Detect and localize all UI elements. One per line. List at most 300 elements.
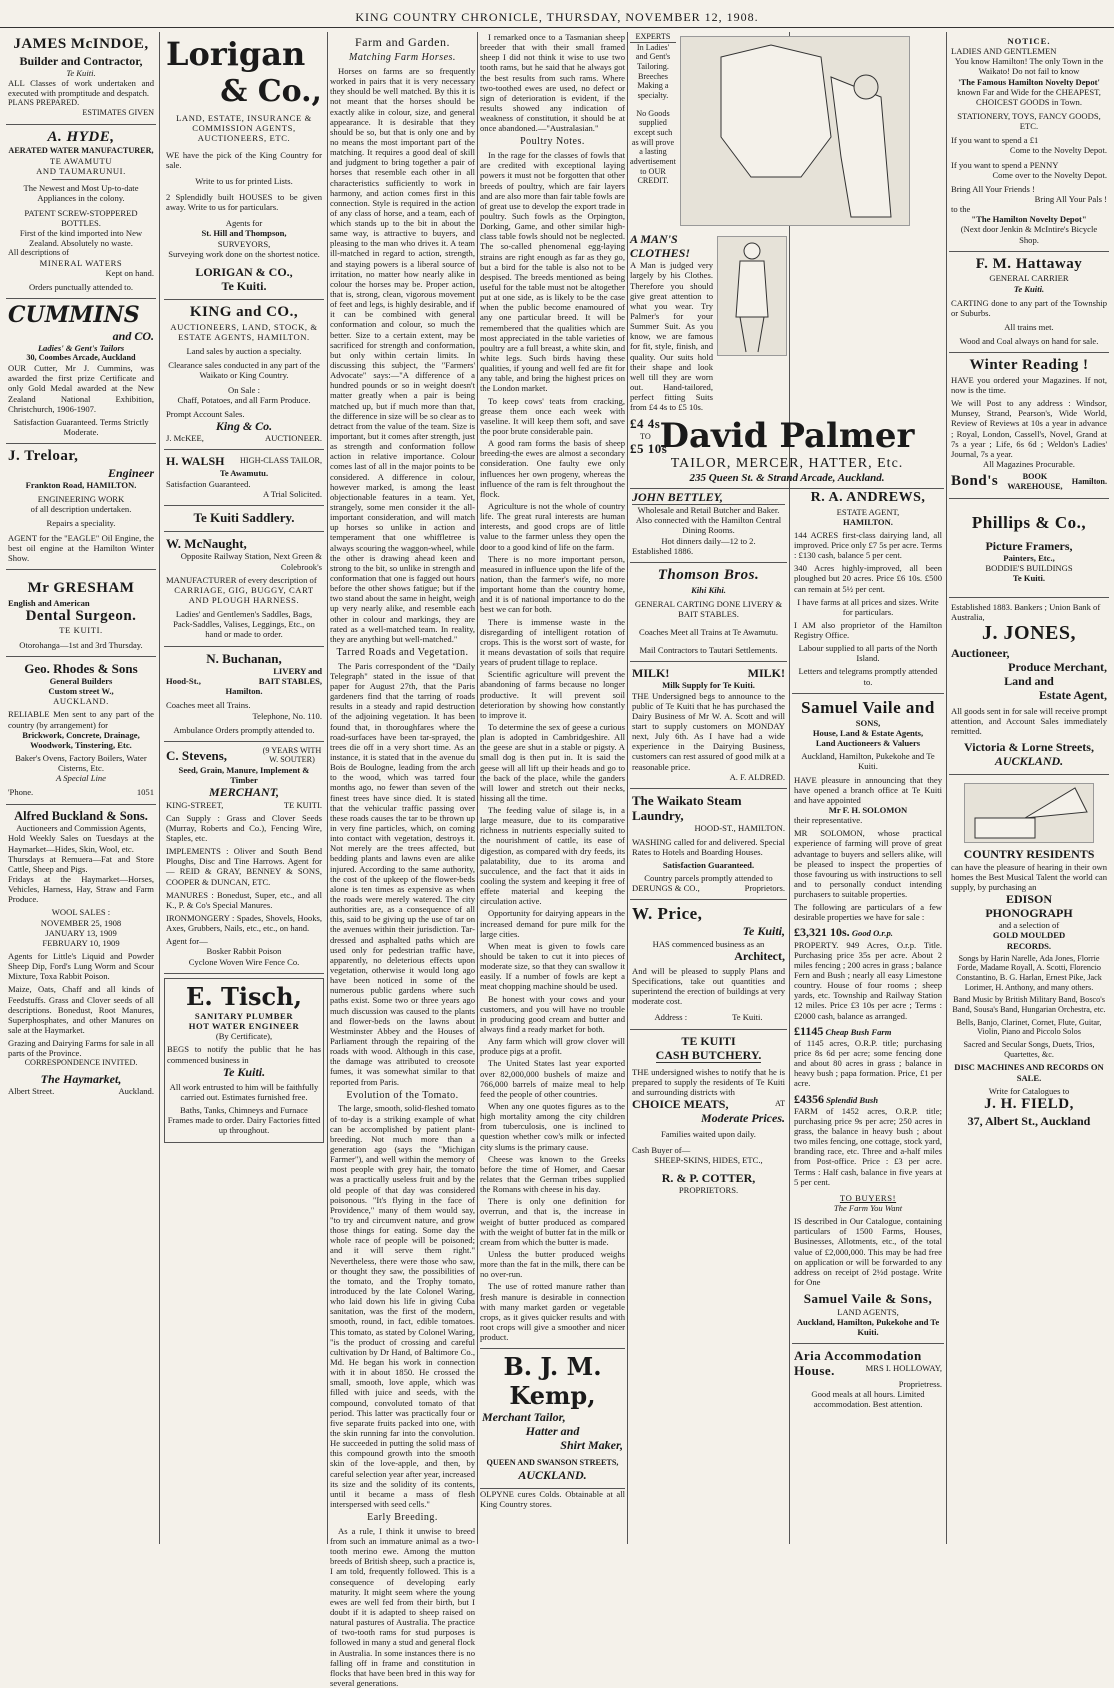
ad-trade: Picture Framers, bbox=[985, 538, 1073, 553]
article-body: When any one quotes figures as to the high mortality among the city children from tuberculosis, one is inclined to question whether cow's milk or infected city slums is the primary cause. bbox=[480, 1101, 625, 1152]
ad-address: Opposite Railway Station, Next Green & Colebrook's bbox=[180, 551, 322, 572]
ad-kemp bbox=[480, 1348, 625, 1489]
ad-price: £4356 bbox=[794, 1091, 824, 1106]
article-body: When meat is given to fowls care should be taken to cut it into pieces of moderate size, so that they can swallow it easily. If a number of fowls are kept a meat chopping machine should be used. bbox=[480, 940, 625, 992]
ad-title: CASH BUTCHERY. bbox=[655, 1047, 762, 1062]
ad-trade: Painters, Etc., bbox=[1003, 552, 1055, 563]
ad-signature: Samuel Vaile & Sons, bbox=[803, 1291, 933, 1307]
ad-body: Baths, Tanks, Chimneys and Furnace Frames made to order. Dairy Factories fitted up throughout. bbox=[167, 1105, 321, 1136]
ad-body: Orders punctually attended to. bbox=[28, 282, 134, 293]
ad-trade: Wholesale and Retail Butcher and Baker. bbox=[637, 505, 780, 516]
ad-trade: General Builders bbox=[49, 676, 113, 687]
ad-plans: PLANS PREPARED. bbox=[8, 98, 80, 108]
ad-novelty-depot bbox=[949, 32, 1109, 252]
ad-town: Te Kuiti. bbox=[1013, 283, 1045, 294]
ad-body: 2 Splendidly built HOUSES to be given away. Write to us for particulars. bbox=[166, 191, 322, 213]
ad-body: Land sales by auction a specialty. bbox=[186, 346, 302, 357]
ad-body: Good O.r.p. bbox=[851, 928, 893, 939]
ad-gresham bbox=[6, 570, 156, 657]
ad-body: WE have the pick of the King Country for sale. bbox=[166, 149, 322, 170]
column-rule bbox=[159, 32, 160, 1544]
ad-body: Band Music by British Military Band, Bosco's Band, Sousa's Band, Hungarian Orchestra, etc. bbox=[952, 995, 1106, 1015]
ad-body: Coaches meet all Trains. bbox=[166, 700, 251, 711]
ad-trade: Engineer bbox=[107, 465, 154, 480]
ad-town: Auckland. bbox=[118, 1086, 154, 1097]
ad-body: We will Post to any address : Windsor, Munsey, Strand, Pearson's, Wide World, Review of Reviews at 10s a year in advance ; Royal, London, Cassell's, Novel, Grand at 7s a year ; Life, 6s 6d ; Weldon's Ladies' Journal, 7s a year. bbox=[951, 398, 1107, 459]
ad-body: FARM of 1452 acres, O.R.P. title; purchasing price 9s per acre; 250 acres in grass, the balance in heavy bush ; about two miles fencing, one cottage, stock yard, branding race, etc. Three and a-half miles from Post-office. Price : £3 per acre. Terms : Half cash, balance in five years at 5 per cent. bbox=[794, 1105, 942, 1187]
column-4 bbox=[480, 32, 625, 1544]
ad-vaile bbox=[792, 694, 944, 1344]
ad-phone: 'Phone. bbox=[8, 787, 34, 798]
ad-address: Victoria & Lorne Streets, bbox=[964, 740, 1094, 755]
ad-body: DISC MACHINES AND RECORDS ON SALE. bbox=[954, 1062, 1104, 1083]
article-body: The Paris correspondent of the "Daily Telegraph" stated in the issue of that paper for August 27th, that the Paris gardeners find that the tarring of roads results in a steady and rapid destruction of the adjoining vegetation. It has been found that, in thoroughfares where the road-surfaces have been tar-sprayed, the trees die off in a very short time. As an instance, it is stated that in the avenue du Bois de Boulogne, leading from the arch to the wood, which was tarred four months ago, no fewer than seven of the finest trees have since died. It is stated that the vehicular traffic passing over these roads causes the tar to be thrown up in very fine particles, which, on coming into contact with vegetation, destroys it. Not merely are the trees affected, but bedding plants and lawns even are alike injured. According to the same authority, the cost of the upkeep of the flower-beds alone is ten times as expensive as when the roads were merely watered. The city authorities are, as a consequence of all this, said to be giving up the use of tar on the avenues within their jurisdiction. Tar-dressed and asphalted paths which are used only for pedestrian traffic have, apparently, no deleterious effects upon vegetation, otherwise it would long ago have been noticed in some of the numerous public gardens where such paths exist. Some two or three years ago much discussion was caused to the plants and flower-beds on the lawns about Westminster Abbey and the Houses of Parliament through the repairing of the roads with wood. Although in this case, the damage was attributed to creosote fumes, it was somewhat similar to that reported from Paris. bbox=[330, 660, 475, 1087]
ad-name: House. bbox=[794, 1363, 835, 1379]
ad-body: of 1145 acres, O.R.P. title; purchasing price 8s 6d per acre; some fencing done and about 80 acres in grass ; balance in heavy bush ; papa formation. Price, £1 per acre. bbox=[794, 1037, 942, 1089]
ad-title: A MAN'S CLOTHES! bbox=[630, 232, 691, 261]
ad-signature: Proprietors. bbox=[744, 883, 785, 894]
ad-body: I AM also proprietor of the Hamilton Registry Office. bbox=[794, 619, 942, 641]
ad-body: Cyclone Woven Wire Fence Co. bbox=[188, 956, 300, 967]
ad-name: W. McNaught, bbox=[166, 536, 247, 552]
ad-walsh bbox=[164, 450, 324, 506]
ad-name: Mr GRESHAM bbox=[27, 579, 135, 596]
ad-body: Agents for bbox=[225, 218, 263, 229]
article-body: There is immense waste in the disregarding of intelligent rotation of crops. This is the worst sort of waste, for it means devastation of soils that require years of prudent tillage to replace. bbox=[480, 616, 625, 668]
ad-hattaway bbox=[949, 252, 1109, 354]
ad-trade: LAND, ESTATE, INSURANCE & COMMISSION AGENTS, AUCTIONEERS, ETC. bbox=[176, 113, 312, 144]
ad-title: Winter Reading ! bbox=[969, 357, 1089, 374]
ad-butchery bbox=[630, 1030, 787, 1202]
ad-body: First of the kind imported into New Zealand. Absolutely no waste. bbox=[19, 227, 143, 248]
ad-buckland bbox=[6, 805, 156, 1103]
phonograph-icon bbox=[965, 784, 1093, 842]
ad-name: B. J. M. Kemp, bbox=[503, 1352, 602, 1410]
ad-body: Come over to the Novelty Depot. bbox=[992, 169, 1107, 180]
ad-body: If you want to spend a PENNY bbox=[951, 159, 1059, 170]
ad-body: J. McKEE, bbox=[166, 433, 204, 444]
ad-address: Hood-St., bbox=[166, 676, 201, 687]
ad-body: Country parcels promptly attended to bbox=[644, 873, 773, 884]
ad-body: Moderate Prices. bbox=[701, 1111, 785, 1126]
column-2 bbox=[164, 32, 324, 1544]
ad-body: MINERAL WATERS bbox=[39, 257, 123, 268]
ad-experts bbox=[630, 32, 676, 230]
ad-name: C. Stevens, bbox=[166, 747, 228, 763]
ad-address: Te Kuiti. bbox=[732, 1012, 763, 1023]
ad-body: Ladies' and Gentlemen's Saddles, Bags, Pack-Saddles, Valises, Leggings, Etc., on hand or made to order. bbox=[173, 609, 315, 640]
ad-phillips bbox=[949, 499, 1109, 599]
ad-estimates: ESTIMATES GIVEN bbox=[82, 107, 154, 117]
ad-winter-reading bbox=[949, 353, 1109, 498]
ad-name: Te Kuiti Saddlery. bbox=[193, 509, 295, 525]
ad-address: HOOD-ST., HAMILTON. bbox=[694, 823, 785, 834]
ad-trade: Land Auctioneers & Valuers bbox=[815, 738, 921, 749]
ad-body: Bring All Your Pals ! bbox=[1034, 193, 1107, 204]
ad-body: Surveying work done on the shortest notice. bbox=[168, 248, 320, 259]
article-body: Agriculture is not the whole of country life. The great rural interests are human interests, and good crops are of little value to the farmer unless they open the door to a good kind of life on the farm. bbox=[480, 500, 625, 552]
ad-body: to the bbox=[951, 204, 971, 215]
ad-body: Bosker Rabbit Poison bbox=[206, 946, 282, 957]
article-body: Any farm which will grow clover will produce pigs at a profit. bbox=[480, 1036, 625, 1057]
ad-name: LORIGAN & CO., bbox=[195, 264, 293, 279]
ad-body: Satisfaction Guaranteed. Terms Strictly Moderate. bbox=[13, 416, 149, 437]
ad-body: Established 1886. bbox=[632, 545, 694, 556]
ad-town: Te Kuiti. bbox=[66, 67, 96, 78]
ad-trade: Seed, Grain, Manure, Implement & Timber bbox=[178, 765, 310, 786]
ad-body: Bells, Banjo, Clarinet, Cornet, Flute, Guitar, Violin, Piano and Piccolo Solos bbox=[956, 1017, 1102, 1037]
ad-name: CUMMINS bbox=[8, 302, 140, 329]
ad-body: A Man is judged very largely by his Clothes. Therefore you should give great attention to what you wear. Try Palmer's for your Summer Suit. As you know, we are famous for fit, style, finish, and quality. Our suits hold their shape and look well till they are worn out. Hand-tailored, perfect fitting Suits from £4 4s to £5 10s. bbox=[630, 260, 713, 413]
ad-body: Clearance sales conducted in any part of the Waikato or King Country. bbox=[168, 360, 320, 381]
ad-name: Thomson Bros. bbox=[657, 566, 760, 583]
ad-thomson bbox=[630, 563, 787, 662]
ad-body: All work entrusted to him will be faithfully carried out. Estimates furnished free. bbox=[169, 1081, 319, 1102]
ad-address: 37, Albert St., Auckland bbox=[967, 1113, 1091, 1128]
ad-trade: HOT WATER ENGINEER bbox=[188, 1021, 300, 1032]
ad-body: LADIES AND GENTLEMEN bbox=[951, 46, 1057, 57]
ad-title: MILK! bbox=[632, 666, 670, 681]
ad-palmer bbox=[630, 412, 944, 489]
column-rule bbox=[627, 32, 628, 1544]
ad-name: The Waikato Steam Laundry, bbox=[632, 792, 742, 824]
ad-title: EXPERTS bbox=[630, 32, 676, 43]
ad-body: All trains met. bbox=[1004, 321, 1054, 332]
ad-body: (9 YEARS WITH W. SOUTER) bbox=[262, 745, 322, 765]
ad-trade: HIGH-CLASS TAILOR, bbox=[240, 456, 322, 466]
ad-body: Coaches Meet all Trains at Te Awamutu. bbox=[638, 626, 779, 637]
ad-body: MR SOLOMON, whose practical experience of farming will prove of great advantage to buyers and sellers alike, will be pleased to inspect the properties of those favouring us with instructions to sell and to personally conduct intending purchasers to suitable properties. bbox=[794, 828, 942, 900]
ad-address: Address : bbox=[654, 1012, 688, 1023]
ad-trade: GENERAL CARRIER bbox=[989, 273, 1069, 284]
ad-town: AUCKLAND. bbox=[518, 1468, 587, 1482]
ad-trade: Ladies' & Gent's Tailors bbox=[37, 343, 125, 354]
ad-trade: Produce Merchant, bbox=[1008, 660, 1107, 675]
ad-signature: A. F. ALDRED. bbox=[729, 771, 785, 782]
ad-address: QUEEN AND SWANSON STREETS, bbox=[486, 1458, 619, 1468]
ad-name: J. JONES, bbox=[982, 622, 1076, 645]
ad-title: TE KUITI bbox=[681, 1033, 736, 1048]
ad-body: The following are particulars of a few desirable properties we have for sale : bbox=[794, 902, 942, 923]
ad-trade: Builder and Contractor, bbox=[19, 53, 143, 68]
ad-trade: SANITARY PLUMBER bbox=[194, 1010, 294, 1021]
ad-treloar bbox=[6, 444, 156, 570]
article-title: Poultry Notes. bbox=[520, 136, 585, 148]
ad-town: Te Kuiti. bbox=[1012, 572, 1046, 583]
ad-body: THE undersigned wishes to notify that he is prepared to supply the residents of Te Kuiti and surrounding districts with bbox=[632, 1066, 785, 1098]
article-body: As a rule, I think it unwise to breed from such an immature animal as a two-tooth merino ewe. Among the mutton breeds of British sheep, such a practice is, I am told, frequently followed. This is a consequence of developing early maturity. It might seem where the young ewes are well fed from their birth, but I doubt if it is adapted to sheep raised on natural pastures of Australia. The practice of two-tooth rams for stud purposes is followed in many a stud and general flock in Australia. In some instances there is no falling off in frame and constitution in flocks that have been bred in this way for several generations. bbox=[330, 1525, 475, 1688]
article-body: Be honest with your cows and your customers, and you will have no trouble in producing good cream and butter and always find a ready market for both. bbox=[480, 993, 625, 1035]
article-body: In the rage for the classes of fowls that are credited with exceptional laying powers it must not be forgotten that other breeds of poultry, which are fair layers and are also more than fair table fowls are of great use to develop the export trade in poultry. Such fowls as the Orpington, Dorking, Game, and other similar high-class table fowls should not be neglected. The so-called phenomenal egg-laying strains are right enough as far as they go, but a bird for the table is also not to be despised. The breeds mentioned as being useful for the table must not be altogether put at one side, as is likely to be the case when the public become enamoured of any one particular breed. It will be remembered that the qualities which are most appreciated in the table varieties of poultry are a full breast, a white skin, and white legs. Such birds having these qualities, if young and well fed are fit for any table, and bring the highest prices on the London market. bbox=[480, 150, 625, 394]
ad-body: Hot dinners daily—12 to 2. bbox=[661, 535, 756, 546]
ad-name: Samuel Vaile and bbox=[801, 697, 935, 717]
article-body: To determine the sex of geese a curious plan is adopted in Cambridgeshire. All the geese are shut in a stable or pigsty. A small dog is then put in. It is said the geese will all lift up their heads and go to the back of the place, while the ganders will lower and stretch out their necks, hissing all the time. bbox=[480, 721, 625, 803]
ad-body: Agent for— bbox=[166, 936, 208, 947]
ad-signature: PROPRIETORS. bbox=[678, 1185, 739, 1196]
ad-name: A. HYDE, bbox=[47, 128, 115, 145]
ad-body: JANUARY 13, 1909 bbox=[45, 927, 117, 938]
ad-body: Maize, Oats, Chaff and all kinds of Feedstuffs. Grass and Clover seeds of all descriptions. Bonedust, Root Manures, Superphosphates, and other Manures on sale at the Haymarket. bbox=[8, 984, 154, 1036]
ad-town: Hamilton. bbox=[1071, 476, 1107, 486]
ad-body: WASHING called for and delivered. Special Rates to Hotels and Boarding Houses. bbox=[632, 836, 785, 857]
ad-address: Frankton Road, HAMILTON. bbox=[25, 479, 137, 490]
ad-phone: Telephone, No. 110. bbox=[252, 710, 322, 721]
ad-signature: Auckland, Hamilton, Pukekohe and Te Kuiti. bbox=[796, 1316, 940, 1337]
article-body: The large, smooth, solid-fleshed tomato of to-day is a striking example of what can be accomplished by patient plant-breeding. Not much more than a generation ago (says the "Michigan Farmer"), and well within the memory of most people with grey hair, the tomato was a practically useless fruit and by the old people of that day was considered poisonous. "It's flying in the face of Providence," many of them would say, "to try and circumvent nature, and grow those things for eating. Some day the whole race of people will be poisoned; and it will serve them right." Nevertheless, there were those who saw, or thought they saw, the possibilities of the tomato, and the Trophy tomato, introduced by the late Colonel Waring, who laid down his life in giving Cuba sanitation, was the first of the modern, smooth, round, in fact, edible tomatoes. This tomato, as stated by Colonel Waring, "is the product of crossing and careful cultivation by Dr Hand, of Baltimore Co., Md. He began his work in connection with it in about 1850. He crossed the small, smooth, love apple, which was filled with juice and seeds, with the compound, convoluted tomato of that period. This latter was practically four or five separate fruits packed into one, with the skin running far into the convolution. He succeeded in putting the solid mass of this compound growth into the smooth skin of the love-apple, and then, by careful selection year after year, increased its size and the solidity of its contents, until it became a mass of flesh interspersed with seed cells." bbox=[330, 1103, 475, 1509]
ad-name: & Co., bbox=[220, 73, 322, 109]
ad-name: David Palmer bbox=[659, 416, 915, 456]
ad-address: 235 Queen St. & Strand Arcade, Auckland. bbox=[689, 472, 885, 484]
ad-trade: Merchant Tailor, bbox=[482, 1409, 566, 1424]
ad-body: HAS commenced business as an bbox=[652, 938, 765, 949]
ad-body: HAVE you ordered your Magazines. If not, now is the time. bbox=[951, 374, 1107, 396]
ad-address: BODDIE'S BUILDINGS bbox=[985, 562, 1073, 573]
ad-body: BEGS to notify the public that he has commenced business in bbox=[167, 1044, 321, 1065]
ad-body: Satisfaction Guaranteed. bbox=[166, 478, 251, 489]
ad-body: If you want to spend a £1 bbox=[951, 135, 1039, 146]
ad-name: Bond's bbox=[951, 472, 999, 489]
ad-town: HAMILTON. bbox=[843, 516, 893, 527]
ad-body: 'The Famous Hamilton Novelty Depot' bbox=[958, 76, 1100, 87]
ad-body: HAVE pleasure in announcing that they have opened a branch office at Te Kuiti and have appointed bbox=[794, 774, 942, 805]
ad-name: E. Tisch, bbox=[186, 981, 302, 1011]
ad-body: Families waited upon daily. bbox=[661, 1128, 756, 1139]
ad-mcindoe bbox=[6, 32, 156, 125]
ad-mcnaught bbox=[164, 532, 324, 646]
ad-body: Write to us for printed Lists. bbox=[195, 175, 293, 186]
ad-body: IMPLEMENTS : Oliver and South Bend Ploughs, Disc and Tine Harrows. Agent for— REID & GRAY, BENNEY & SONS, COOPER & DUNCAN, ETC. bbox=[166, 846, 322, 887]
ad-bettley bbox=[630, 486, 787, 563]
ad-body: Ambulance Orders promptly attended to. bbox=[173, 724, 315, 735]
ad-tisch bbox=[164, 978, 324, 1143]
ad-price: £5 10s bbox=[630, 441, 668, 457]
ad-name: H. WALSH bbox=[166, 454, 225, 469]
ad-town: TE KUITI. bbox=[283, 799, 322, 810]
ad-price: £3,321 10s. bbox=[794, 925, 850, 940]
ad-name: King & Co. bbox=[215, 418, 273, 433]
ad-trade: ESTATE AGENT, bbox=[836, 506, 900, 517]
ad-body: Splendid Bush bbox=[826, 1094, 878, 1105]
ad-body: The Newest and Most Up-to-date Appliances in the colony. bbox=[23, 183, 139, 204]
ad-body: On Sale : bbox=[228, 384, 260, 395]
ad-body: STATIONERY, TOYS, FANCY GOODS, ETC. bbox=[957, 110, 1101, 132]
ad-body: Agents for Little's Liquid and Powder Sheep Dip, Ford's Lung Worm and Scour Mixture, Toxa Rabbit Poison. bbox=[8, 951, 154, 982]
illustration bbox=[717, 236, 787, 356]
ad-body: St. Hill and Thompson, bbox=[201, 228, 287, 239]
ad-body: Come to the Novelty Depot. bbox=[1009, 145, 1107, 156]
ad-body: Baker's Ovens, Factory Boilers, Water Cisterns, Etc. bbox=[15, 753, 147, 774]
ad-name: Aria Accommodation bbox=[794, 1347, 922, 1363]
ad-trade: Dental Surgeon. bbox=[25, 607, 137, 624]
ad-body: Brickwork, Concrete, Drainage, Woodwork, Tinstering, Etc. bbox=[22, 729, 140, 750]
ad-body: PROPERTY. 949 Acres, O.r.p. Title. Purchasing price 35s per acre. About 2 miles fencing ; 200 acres in grass ; balance Fern and Bush ; nearly all easy Limestone country. House of four rooms ; sheep yards, etc. Township and Railway Station 12 miles. Price £3 10s per acre ; Terms : £2000 cash, balance as arranged. bbox=[794, 939, 942, 1021]
ad-body: NOVEMBER 25, 1908 bbox=[40, 917, 122, 928]
ad-body: AUCTIONEER. bbox=[264, 433, 322, 444]
ad-body: TO bbox=[640, 431, 651, 441]
article-body: There is only one definition for overrun, and that is, the increase in weight of butter produced as compared with the weight of butter fat in the milk or cream from which the butter is made. bbox=[480, 1196, 625, 1247]
ad-name: J. Treloar, bbox=[8, 448, 79, 465]
ad-price bbox=[630, 900, 787, 1029]
ad-trade: Milk Supply for Te Kuiti. bbox=[662, 680, 755, 691]
ad-body: All Magazines Procurable. bbox=[983, 459, 1075, 470]
ad-price: £1145 bbox=[794, 1023, 824, 1038]
column-7 bbox=[949, 32, 1109, 1544]
ad-body: Labour supplied to all parts of the North Island. bbox=[798, 643, 938, 664]
article-body: Cheese was known to the Greeks before the time of Homer, and Caesar relates that the German tribes supplied the Romans with cheese in his day. bbox=[480, 1153, 625, 1195]
ad-hyde bbox=[6, 125, 156, 300]
ad-body: WOOL SALES : bbox=[51, 907, 111, 918]
ad-body: A Trial Solicited. bbox=[263, 488, 322, 499]
ad-andrews bbox=[792, 486, 944, 694]
ad-body: Otorohanga—1st and 3rd Thursday. bbox=[19, 639, 143, 650]
ad-saddlery bbox=[164, 506, 324, 532]
article-body: The United States last year exported over 82,000,000 bushels of maize and 766,000 barrels of maize meal to help feed the people of other countries. bbox=[480, 1058, 625, 1099]
ad-body: Repairs a speciality. bbox=[46, 518, 116, 529]
ad-body: Good meals at all hours. Limited accommodation. Best attention. bbox=[811, 1388, 925, 1409]
ad-aria bbox=[792, 1344, 944, 1415]
ad-body: SURVEYORS, bbox=[217, 238, 271, 249]
ad-buchanan bbox=[164, 647, 324, 742]
ad-trade: MERCHANT, bbox=[209, 785, 279, 800]
ad-trade: LIVERY and bbox=[273, 665, 322, 676]
ad-trade: AERATED WATER MANUFACTURER, bbox=[8, 146, 154, 156]
article-body: Scientific agriculture will prevent the abandoning of farms because no longer productive. It will prevent soil deterioration by showing how constantly to improve it. bbox=[480, 669, 625, 720]
ad-town: Te Awamutu. bbox=[219, 468, 269, 479]
ad-name: Alfred Buckland & Sons. bbox=[14, 808, 148, 823]
ad-body: Can Supply : Grass and Clover Seeds (Murray, Roberts and Co.), Fencing Wire, Staples, etc. bbox=[166, 812, 322, 843]
ad-body: can have the pleasure of hearing in their own homes the Best Musical Talent the world can supply, by purchasing an bbox=[951, 861, 1107, 892]
masthead bbox=[0, 0, 1114, 28]
article-body: A good ram forms the basis of sheep breeding-the ewes are almost a secondary consideration. One faulty ewe only influences her own progeny, whereas the influence of the ram is felt throughout the flock. bbox=[480, 438, 625, 499]
ad-trade: House, Land & Estate Agents, bbox=[812, 727, 924, 738]
section-title: Farm and Garden. bbox=[355, 35, 450, 49]
ad-body: Mr F. H. SOLOMON bbox=[828, 804, 908, 815]
ad-name: W. Price, bbox=[632, 904, 703, 924]
ad-body: known Far and Wide for the CHEAPEST, CHOICEST GOODS in Town. bbox=[957, 86, 1101, 107]
ad-body: All descriptions of bbox=[8, 248, 69, 258]
ad-trade: Architect, bbox=[734, 948, 785, 963]
article-title: Tarred Roads and Vegetation. bbox=[336, 646, 469, 658]
ad-body: Hold Weekly Sales on Tuesdays at the Haymarket—Hides, Skin, Wool, etc. bbox=[8, 833, 154, 854]
ad-body: CORRESPONDENCE INVITED. bbox=[24, 1058, 138, 1068]
ad-trade: BAIT STABLES, bbox=[258, 676, 322, 687]
ad-body: RECORDS. bbox=[1006, 940, 1052, 951]
ad-body: Fridays at the Haymarket—Horses, Vehicles, Harness, Hay, Straw and Farm Produce. bbox=[8, 874, 154, 905]
ad-olpyne: OLPYNE cures Colds. Obtainable at all King Country stores. bbox=[480, 1489, 625, 1510]
ad-body: "The Hamilton Novelty Depot" bbox=[971, 214, 1087, 225]
ad-signature: DERUNGS & CO., bbox=[632, 883, 700, 894]
ad-body: Sacred and Secular Songs, Duets, Trios, Quartettes, &c. bbox=[963, 1040, 1095, 1059]
ad-address: Albert Street. bbox=[8, 1086, 55, 1097]
ad-body: Bring All Your Friends ! bbox=[951, 183, 1035, 194]
ad-title: COUNTRY RESIDENTS bbox=[963, 847, 1095, 862]
ad-body: MRS I. HOLLOWAY, bbox=[865, 1363, 942, 1374]
ad-name: Geo. Rhodes & Sons bbox=[24, 660, 138, 676]
column-1 bbox=[6, 32, 156, 1544]
ad-body: CARTING done to any part of the Township or Suburbs. bbox=[951, 297, 1107, 318]
ad-town: Te Kuiti. bbox=[222, 1064, 266, 1079]
ad-body: SHEEP-SKINS, HIDES, ETC., bbox=[654, 1154, 763, 1165]
ad-body: Satisfaction Guaranteed. bbox=[662, 859, 755, 870]
ad-body: Wood and Coal always on hand for sale. bbox=[959, 336, 1099, 347]
ad-town: TE AWAMUTU bbox=[49, 155, 113, 166]
ad-name: and CO. bbox=[112, 329, 154, 344]
ad-body: EDISON bbox=[1005, 891, 1052, 906]
ad-body: AT bbox=[774, 1099, 785, 1109]
ad-body: Also connected with the Hamilton Central Dining Rooms. bbox=[635, 515, 782, 536]
ad-signature: R. & P. COTTER, bbox=[661, 1170, 756, 1185]
ad-body: RELIABLE Men sent to any part of the country (by arrangement) for bbox=[8, 709, 154, 730]
ad-trade: Estate Agent, bbox=[1039, 688, 1107, 703]
ad-body: 144 ACRES first-class dairying land, all improved. Price only £7 5s per acre. Terms : £130 cash, balance 5 per cent. bbox=[794, 529, 942, 561]
column-rule bbox=[477, 32, 478, 1544]
ad-body: AGENT for the "EAGLE" Oil Engine, the best oil engine at the Hamilton Winter Show. bbox=[8, 532, 154, 563]
ad-title: NOTICE. bbox=[1007, 36, 1051, 46]
ad-body: In Ladies' and Gent's Tailoring. Breeches Making a specialty. bbox=[635, 42, 671, 101]
ad-address: 30, Coombes Arcade, Auckland bbox=[26, 353, 136, 363]
ad-trade: AUCTIONEERS, LAND, STOCK, & ESTATE AGENTS, HAMILTON. bbox=[170, 321, 318, 342]
ad-trade: Auctioneers and Commission Agents, bbox=[16, 823, 146, 834]
gentleman-figure bbox=[681, 37, 909, 225]
ad-body: THE Undersigned begs to announce to the public of Te Kuiti that he has purchased the Dairy Business of Mr W. A. Scott and will start to supply customers on MONDAY next, July 6th. As I have had a wide experience in the Dairying Business, customers can rest assured of good milk at a reasonable price. bbox=[632, 690, 785, 772]
ad-name: N. Buchanan, bbox=[206, 650, 282, 666]
ad-stevens bbox=[164, 742, 324, 974]
ad-body: No Goods supplied except such as will prove a lasting advertisement to OUR CREDIT. bbox=[630, 108, 676, 186]
ad-trade: BOOK WAREHOUSE, bbox=[1007, 472, 1063, 491]
ad-body: IRONMONGERY : Spades, Shovels, Hooks, Axes, Grubbers, Nails, etc., etc., on hand. bbox=[166, 912, 322, 934]
ad-body: And will be pleased to supply Plans and Specifications, take out quantities and superintend the erection of buildings at very moderate cost. bbox=[632, 965, 785, 1007]
column-rule bbox=[789, 32, 790, 1544]
ad-price: £4 4s bbox=[630, 416, 661, 432]
ad-body: FEBRUARY 10, 1909 bbox=[42, 937, 120, 948]
ad-town: AUCKLAND. bbox=[994, 754, 1064, 769]
ad-body: and a selection of bbox=[998, 920, 1060, 931]
ad-signature: J. H. FIELD, bbox=[984, 1095, 1074, 1112]
article-body: Unless the butter produced weighs more than the fat in the milk, there can be no over-run. bbox=[480, 1248, 625, 1280]
masthead-title: KING COUNTRY CHRONICLE, THURSDAY, NOVEMBER 12, 1908. bbox=[355, 10, 759, 24]
ad-name: JAMES McINDOE, bbox=[13, 36, 149, 52]
ad-trade: Land and bbox=[1004, 674, 1054, 689]
ad-town: Te Kuiti, bbox=[742, 924, 785, 939]
ad-name: Phillips & Co., bbox=[971, 512, 1087, 532]
ad-body: ENGINEERING WORK bbox=[37, 494, 125, 505]
article-title: Early Breeding. bbox=[367, 1512, 438, 1524]
illustration bbox=[964, 783, 1094, 843]
ad-body: English and American bbox=[8, 597, 90, 608]
ad-body: Mail Contractors to Tautari Settlements. bbox=[639, 645, 778, 656]
ad-body: (By Certificate), bbox=[215, 1031, 273, 1042]
ad-body: Prompt Account Sales. bbox=[166, 408, 245, 419]
ad-body: All goods sent in for sale will receive prompt attention, and Account Sales immediately remitted. bbox=[951, 705, 1107, 736]
ad-body: Cash Buyer of— bbox=[632, 1144, 691, 1155]
ad-jones bbox=[949, 598, 1109, 775]
ad-waikato-laundry bbox=[630, 789, 787, 901]
ad-address: Custom street W., bbox=[48, 686, 114, 697]
ad-body: MANUFACTURER of every description of bbox=[166, 574, 317, 585]
ad-phonograph bbox=[949, 775, 1109, 1133]
ad-name: R. A. ANDREWS, bbox=[810, 490, 926, 505]
ad-body: Established 1883. Bankers ; Union Bank of Australia, bbox=[951, 602, 1101, 623]
ad-body: Chaff, Potatoes, and all Farm Produce. bbox=[177, 394, 311, 405]
ad-rhodes bbox=[6, 657, 156, 805]
ad-name: Lorigan bbox=[166, 35, 306, 73]
ad-signature: LAND AGENTS, bbox=[837, 1306, 899, 1317]
column-5 bbox=[630, 486, 787, 1544]
ad-town: AND TAUMARUNUI. bbox=[36, 166, 126, 177]
ad-address: KING-STREET, bbox=[166, 799, 224, 810]
standing-man-figure bbox=[718, 237, 786, 355]
ad-body: CHOICE MEATS, bbox=[632, 1097, 729, 1112]
